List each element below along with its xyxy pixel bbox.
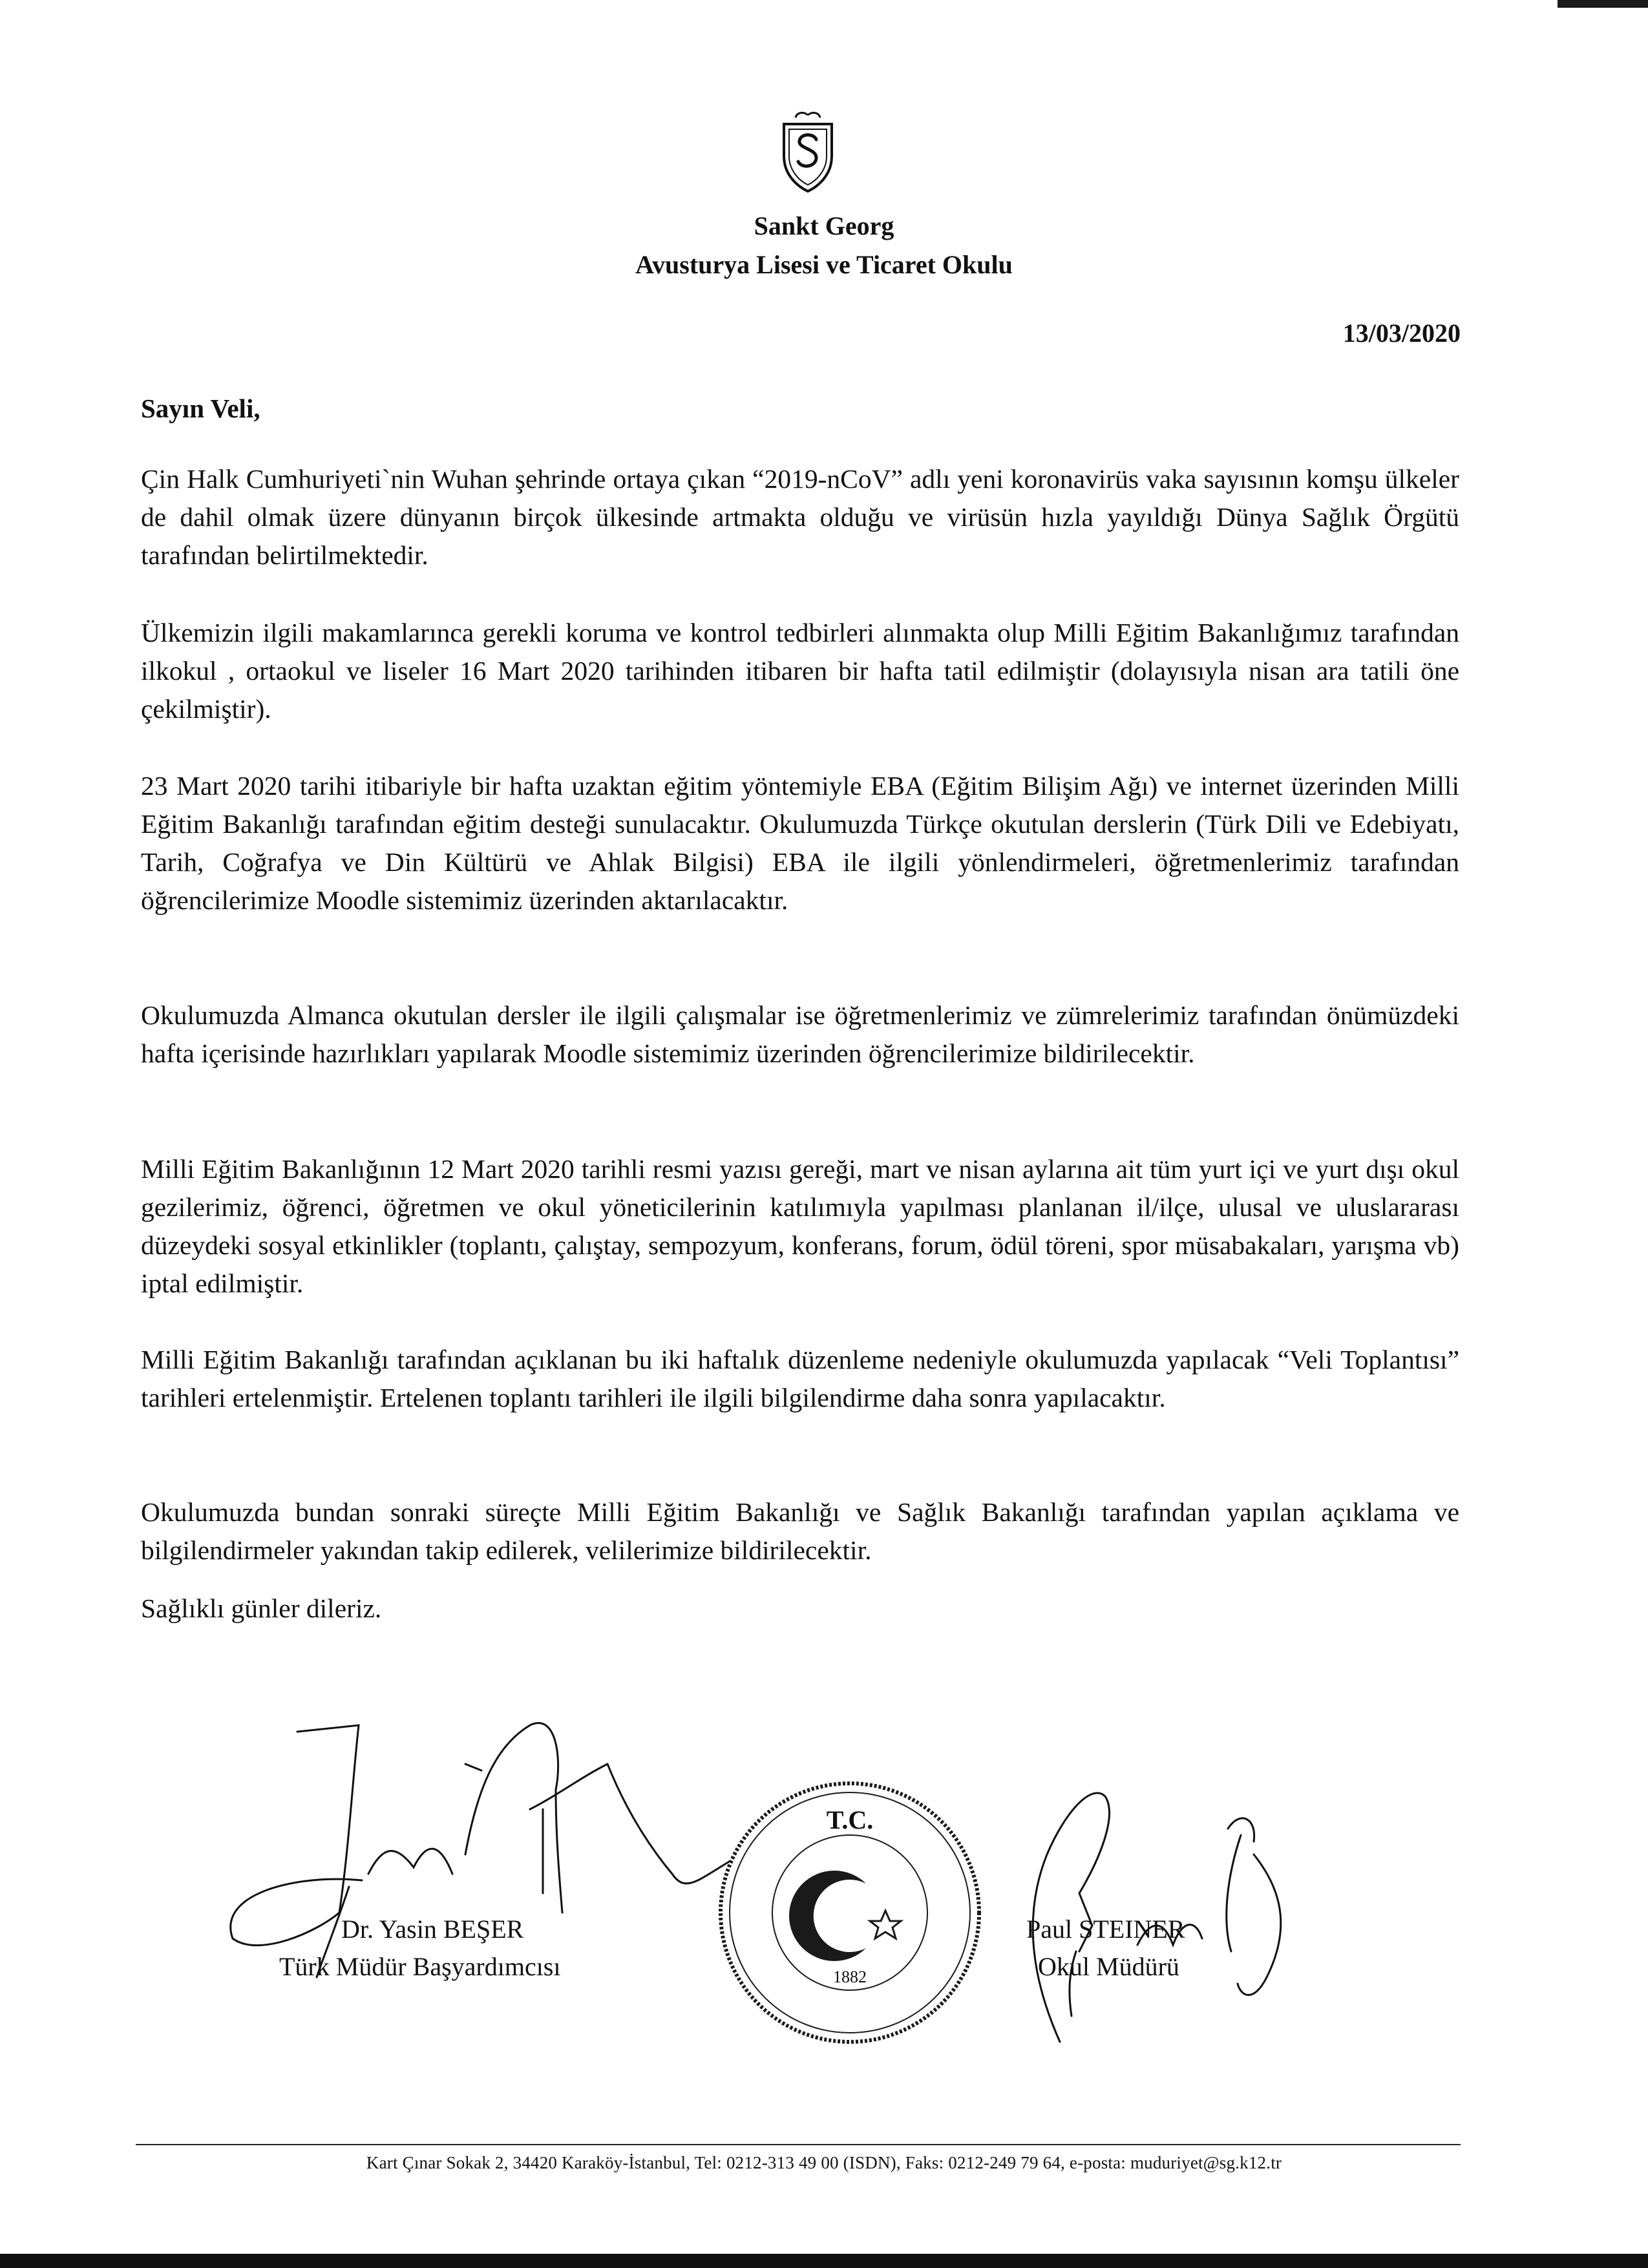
scan-edge-mark	[1558, 0, 1648, 8]
signature-right	[1008, 1758, 1318, 2055]
crescent-star-icon	[789, 1871, 901, 1961]
school-subtitle: Avusturya Lisesi ve Ticaret Okulu	[635, 250, 1013, 279]
paragraph-5: Milli Eğitim Bakanlığının 12 Mart 2020 tarihli resmi yazısı gereği, mart ve nisan aylarına ait tüm yurt içi ve yurt dışı okul gezilerimiz, öğrenci, öğretmen ve okul yöneticilerinin katılımıyla yapılması planlanan il/ilçe, ulusal ve uluslararası düzeydeki sosyal etkinlikler (toplantı, çalıştay, sempozyum, konferans, forum, ödül töreni, spor müsabakaları, yarışma vb) iptal edilmiştir.	[141, 1154, 1459, 1298]
closing-line: Sağlıklı günler dileriz.	[141, 1593, 382, 1623]
paragraph-4: Okulumuzda Almanca okutulan dersler ile ilgili çalışmalar ise öğretmenlerimiz ve zümrelerimiz tarafından önümüzdeki hafta içerisinde hazırlıkları yapılarak Moodle sistemimiz üzerinden öğrencilerimize bildirilecektir.	[141, 1000, 1459, 1068]
school-name: Sankt Georg	[754, 211, 894, 240]
signatory-right-name: Paul STEINER	[1026, 1915, 1185, 1944]
sg-crest-icon	[779, 110, 837, 194]
official-stamp	[711, 1774, 989, 2052]
paragraph-6: Milli Eğitim Bakanlığı tarafından açıklanan bu iki haftalık düzenleme nedeniyle okulumuzda yapılacak “Veli Toplantısı” tarihleri ertelenmiştir. Ertelenen toplantı tarihleri ile ilgili bilgilendirme daha sonra yapılacaktır.	[141, 1345, 1459, 1412]
paragraph-3: 23 Mart 2020 tarihi itibariyle bir hafta uzaktan eğitim yöntemiyle EBA (Eğitim Bilişim Ağı) ve internet üzerinden Milli Eğitim Bakanlığı tarafından eğitim desteği sunulacaktır. Okulumuzda Türkçe okutulan derslerin (Türk Dili ve Edebiyatı, Tarih, Coğrafya ve Din Kültürü ve Ahlak Bilgisi) EBA ile ilgili yönlendirmeleri, öğretmenlerimiz tarafından öğrencilerimize Moodle sistemimiz üzerinden aktarılacaktır.	[141, 771, 1459, 915]
paragraph-2: Ülkemizin ilgili makamlarınca gerekli koruma ve kontrol tedbirleri alınmakta olup Milli Eğitim Bakanlığımız tarafından ilkokul , ortaokul ve liseler 16 Mart 2020 tarihinden itibaren bir hafta tatil edilmiştir (dolayısıyla nisan ara tatili öne çekilmiştir).	[141, 618, 1459, 724]
paragraph-1: Çin Halk Cumhuriyeti`nin Wuhan şehrinde ortaya çıkan “2019-nCoV” adlı yeni koronavirüs vaka sayısının komşu ülkeler de dahil olmak üzere dünyanın birçok ülkesinde artmakta olduğu ve virüsün hızla yayıldığı Dünya Sağlık Örgütü tarafından belirtilmektedir.	[141, 464, 1459, 570]
stamp-year: 1882	[833, 1968, 867, 1986]
signatory-left-name: Dr. Yasin BEŞER	[341, 1915, 524, 1944]
footer-address: Kart Çınar Sokak 2, 34420 Karaköy-İstanbul, Tel: 0212-313 49 00 (ISDN), Faks: 0212-249 79 64, e-posta: muduriyet@sg.k12.tr	[366, 2153, 1282, 2172]
signatory-right-title: Okul Müdürü	[1038, 1952, 1179, 1981]
footer-divider	[136, 2144, 1461, 2145]
paragraph-7: Okulumuzda bundan sonraki süreçte Milli Eğitim Bakanlığı ve Sağlık Bakanlığı tarafından yapılan açıklama ve bilgilendirmeler yakından takip edilerek, velilerimize bildirilecektir.	[141, 1497, 1459, 1565]
scan-bottom-edge	[0, 2254, 1648, 2268]
salutation: Sayın Veli,	[141, 394, 260, 423]
stamp-top-text: T.C.	[826, 1805, 874, 1834]
letter-date: 13/03/2020	[1342, 319, 1461, 348]
signatory-left-title: Türk Müdür Başyardımcısı	[279, 1952, 561, 1981]
